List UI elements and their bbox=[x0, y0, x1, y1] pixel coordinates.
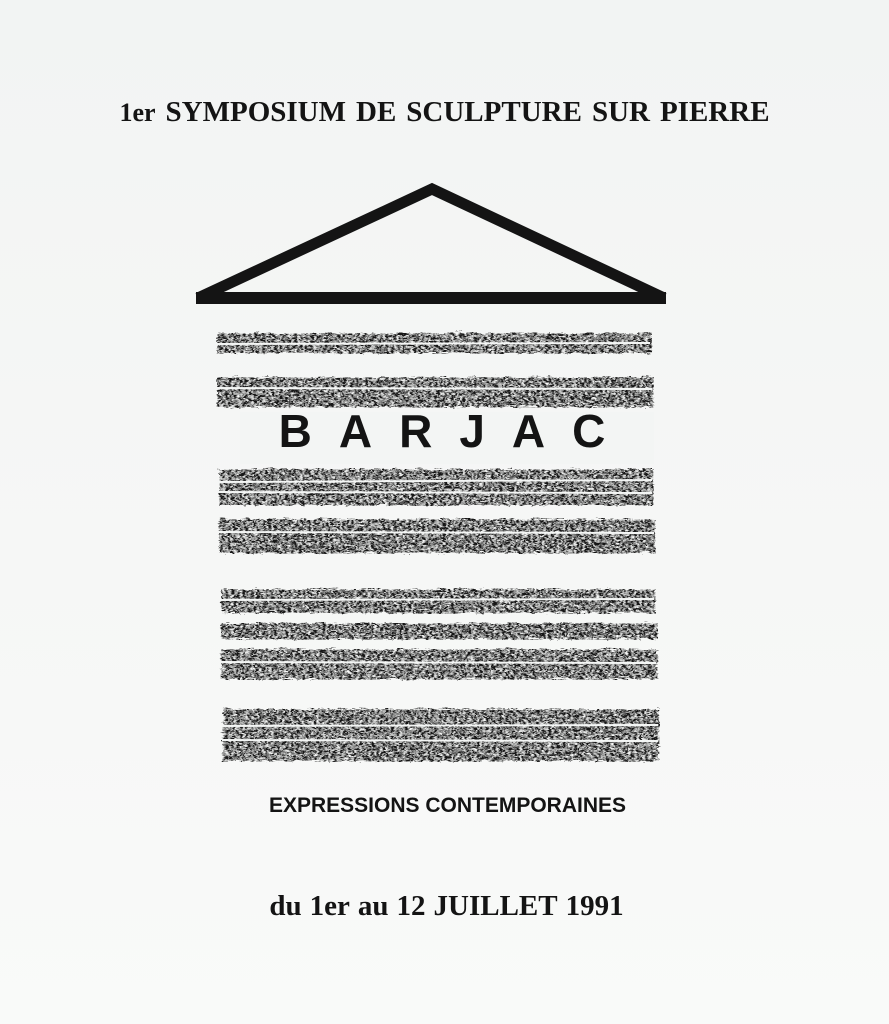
dates-word: 1er bbox=[309, 890, 350, 922]
pediment-triangle bbox=[198, 189, 664, 298]
temple-emblem-icon bbox=[190, 180, 680, 780]
town-name: BARJAC bbox=[278, 405, 633, 457]
dates-word: 12 bbox=[396, 890, 426, 922]
stone-course-3 bbox=[218, 468, 652, 504]
headline-word: PIERRE bbox=[659, 96, 770, 128]
event-dates bbox=[0, 890, 889, 923]
dates-word: JUILLET bbox=[433, 890, 558, 922]
headline-word: SYMPOSIUM bbox=[165, 96, 346, 128]
stone-course-1 bbox=[216, 332, 650, 352]
subtitle: EXPRESSIONS CONTEMPORAINES bbox=[268, 794, 627, 817]
stone-course-4 bbox=[218, 518, 654, 552]
headline-word: SCULPTURE bbox=[406, 96, 582, 128]
stone-course-6 bbox=[220, 622, 656, 638]
headline-word: DE bbox=[356, 96, 397, 128]
dates-word: du bbox=[269, 890, 302, 922]
headline-word: SUR bbox=[591, 96, 650, 128]
dates-word: au bbox=[357, 890, 389, 922]
stone-course-2 bbox=[216, 376, 652, 406]
stone-course-8 bbox=[222, 708, 658, 760]
pediment-base bbox=[196, 292, 666, 304]
symposium-headline bbox=[0, 96, 889, 129]
headline-ordinal: 1er bbox=[119, 98, 156, 127]
dates-word: 1991 bbox=[565, 890, 624, 922]
